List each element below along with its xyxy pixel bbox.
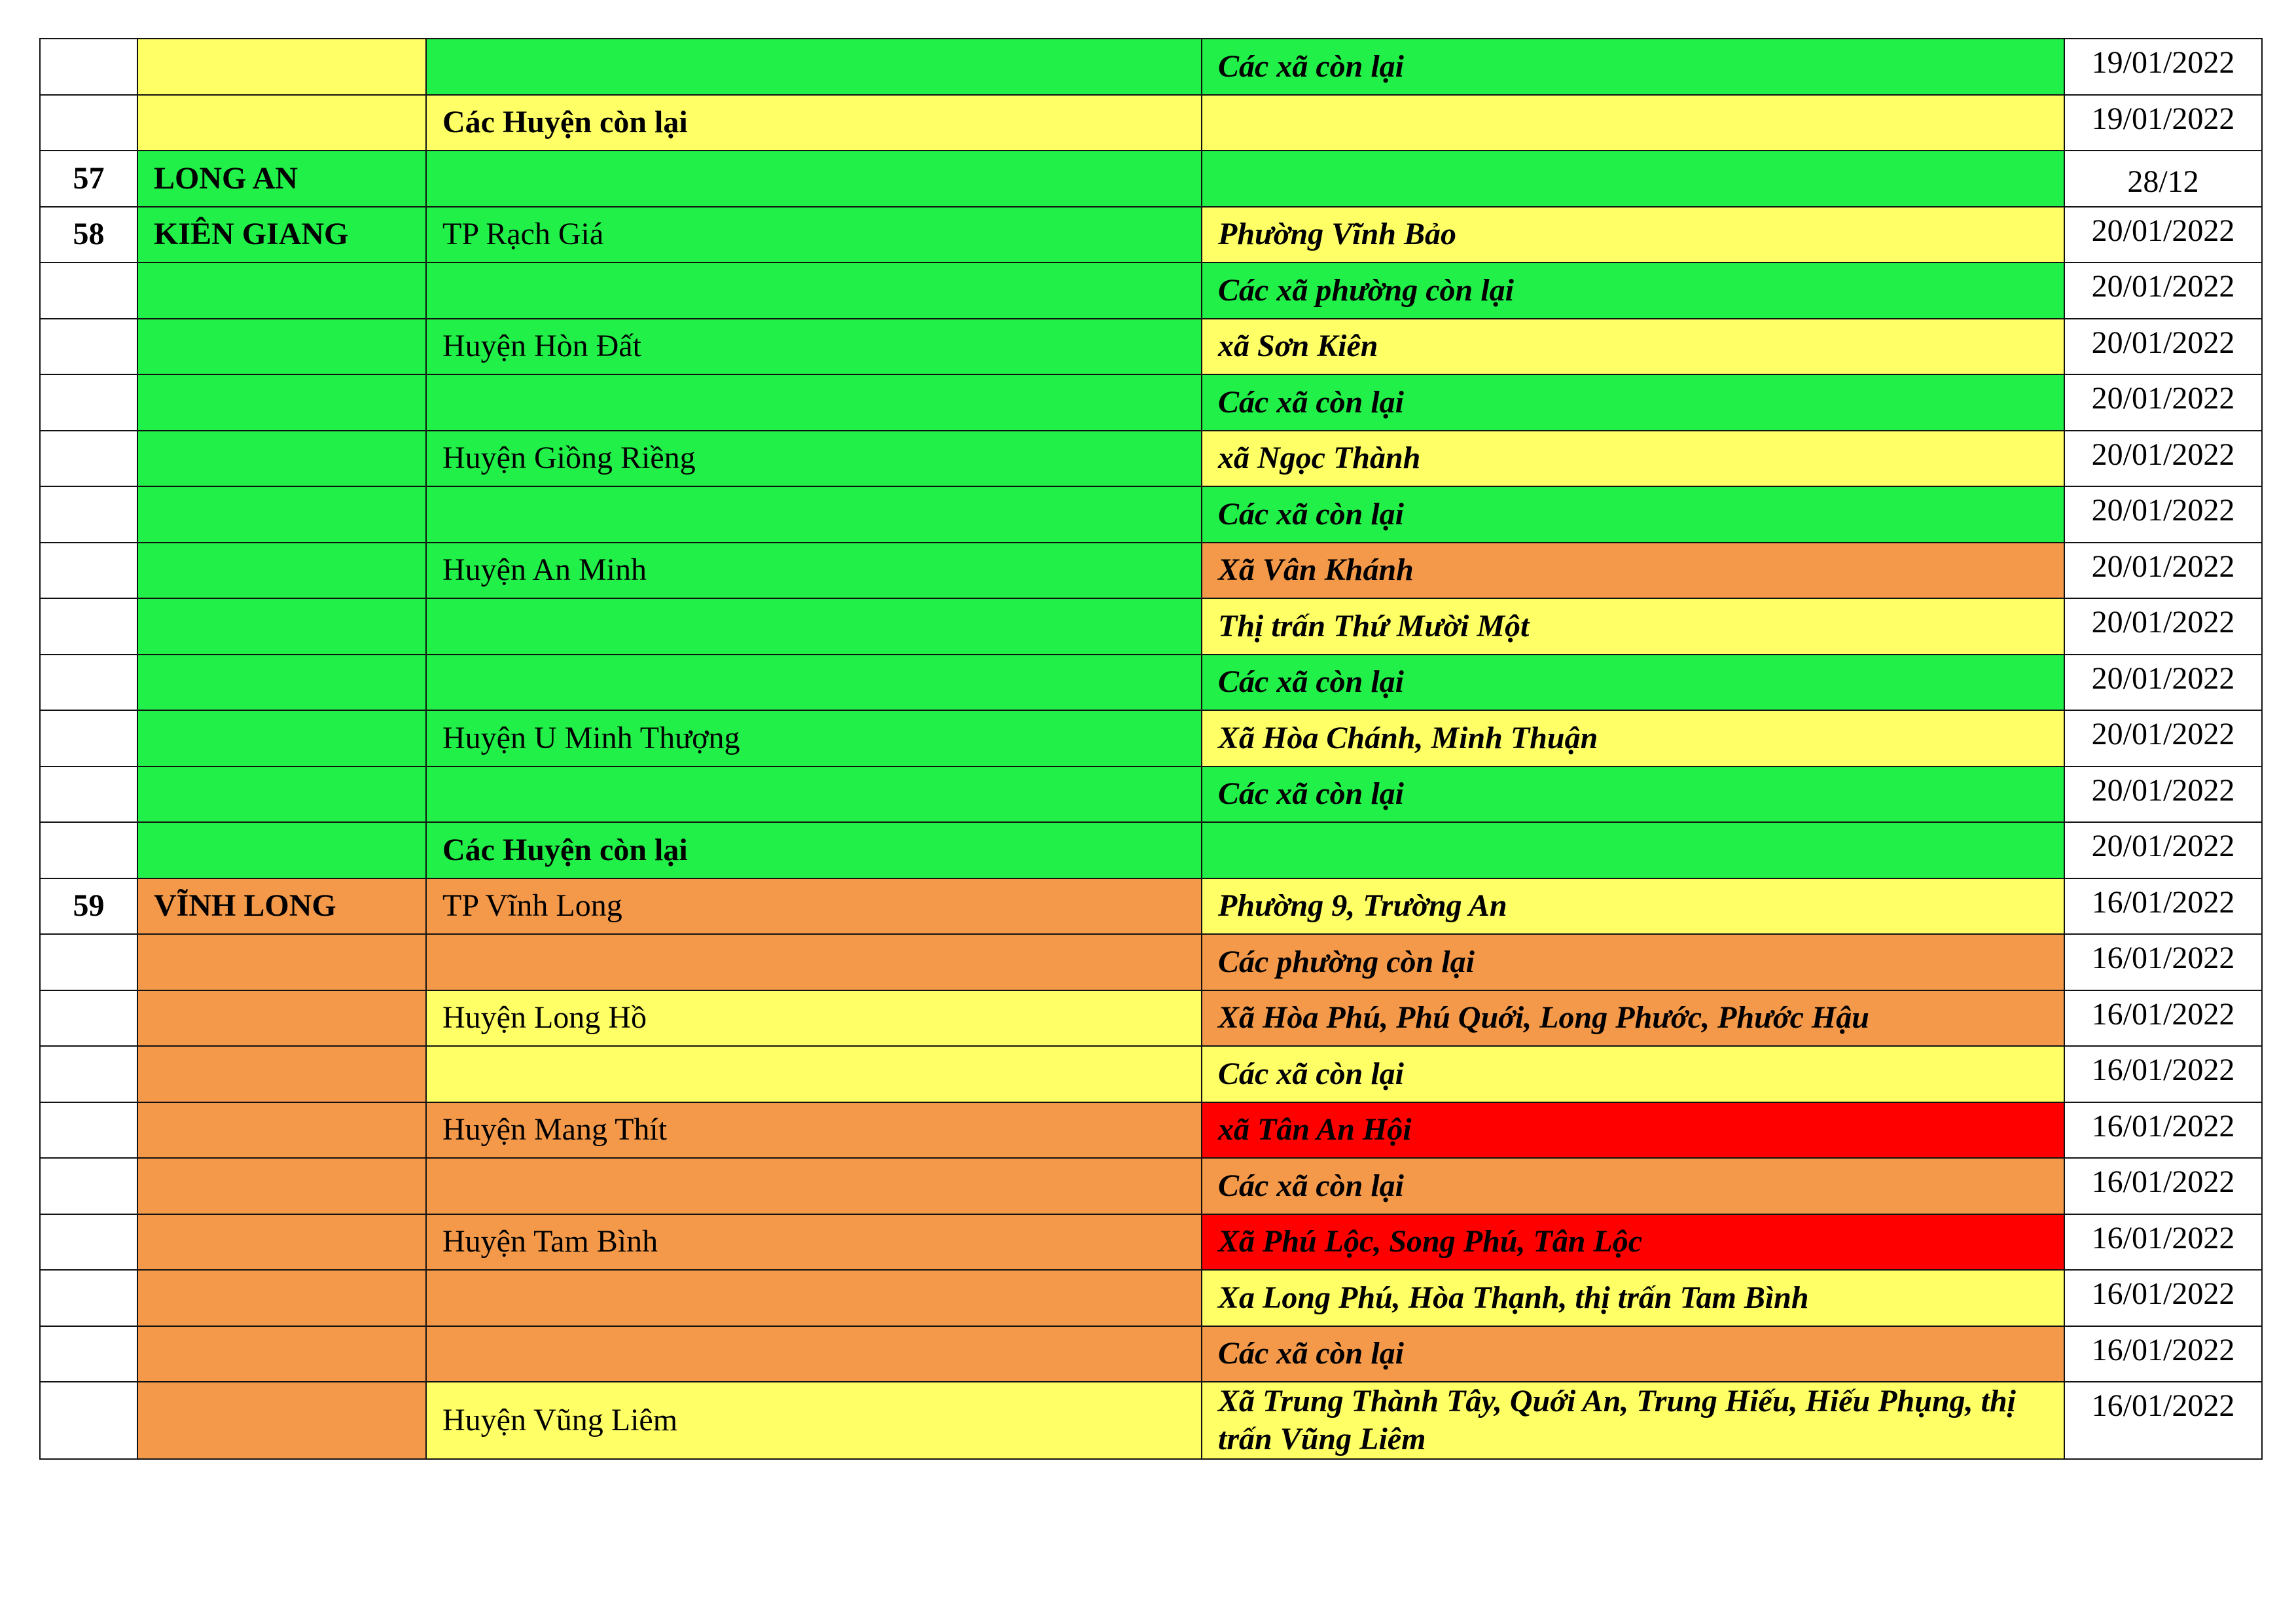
province-cell — [137, 486, 426, 543]
table-row — [40, 1158, 2262, 1214]
province-cell: KIÊN GIANG — [137, 207, 426, 263]
district-cell — [426, 374, 1202, 431]
ward-cell: Xã Vân Khánh — [1202, 543, 2064, 599]
province-cell — [137, 319, 426, 375]
ward-cell: Phường 9, Trường An — [1202, 878, 2064, 935]
province-cell — [137, 431, 426, 487]
row-number-cell — [40, 1102, 137, 1159]
date-cell: 20/01/2022 — [2064, 431, 2262, 487]
table-row — [40, 598, 2262, 655]
row-number-cell — [40, 1270, 137, 1326]
ward-cell: Các xã còn lại — [1202, 655, 2064, 711]
row-number-cell: 58 — [40, 207, 137, 263]
row-number-cell — [40, 1382, 137, 1459]
date-cell: 16/01/2022 — [2064, 990, 2262, 1047]
ward-cell: xã Tân An Hội — [1202, 1102, 2064, 1159]
district-cell: Huyện U Minh Thượng — [426, 710, 1202, 767]
table-row — [40, 374, 2262, 431]
district-cell: Huyện Tam Bình — [426, 1214, 1202, 1271]
date-cell: 28/12 — [2064, 151, 2262, 207]
district-cell — [426, 598, 1202, 655]
row-number-cell — [40, 39, 137, 95]
district-cell: Huyện An Minh — [426, 543, 1202, 599]
row-number-cell — [40, 934, 137, 990]
table-row — [40, 486, 2262, 543]
date-cell: 20/01/2022 — [2064, 207, 2262, 263]
table-row — [40, 262, 2262, 319]
table-row — [40, 151, 2262, 207]
district-cell — [426, 1326, 1202, 1382]
ward-cell: Các xã còn lại — [1202, 1158, 2064, 1214]
date-cell: 20/01/2022 — [2064, 543, 2262, 599]
ward-cell: Các xã còn lại — [1202, 1046, 2064, 1102]
date-cell: 20/01/2022 — [2064, 822, 2262, 878]
province-cell — [137, 1046, 426, 1102]
district-cell — [426, 39, 1202, 95]
date-cell: 16/01/2022 — [2064, 1382, 2262, 1459]
row-number-cell — [40, 486, 137, 543]
province-cell — [137, 934, 426, 990]
date-cell: 20/01/2022 — [2064, 374, 2262, 431]
table-row — [40, 1046, 2262, 1102]
ward-cell — [1202, 151, 2064, 207]
province-cell — [137, 543, 426, 599]
ward-cell: Thị trấn Thứ Mười Một — [1202, 598, 2064, 655]
province-cell — [137, 1102, 426, 1159]
row-number-cell: 59 — [40, 878, 137, 935]
row-number-cell — [40, 822, 137, 878]
ward-cell: Các phường còn lại — [1202, 934, 2064, 990]
table-row — [40, 431, 2262, 487]
province-cell: VĨNH LONG — [137, 878, 426, 935]
table-row — [40, 95, 2262, 151]
district-cell: TP Vĩnh Long — [426, 878, 1202, 935]
province-cell — [137, 598, 426, 655]
date-cell: 20/01/2022 — [2064, 319, 2262, 375]
ward-cell: Phường Vĩnh Bảo — [1202, 207, 2064, 263]
row-number-cell — [40, 655, 137, 711]
date-cell: 19/01/2022 — [2064, 95, 2262, 151]
row-number-cell — [40, 710, 137, 767]
row-number-cell — [40, 767, 137, 823]
province-cell — [137, 655, 426, 711]
district-cell — [426, 1046, 1202, 1102]
date-cell: 16/01/2022 — [2064, 1102, 2262, 1159]
ward-cell: Các xã còn lại — [1202, 39, 2064, 95]
date-cell: 16/01/2022 — [2064, 934, 2262, 990]
row-number-cell: 57 — [40, 151, 137, 207]
date-cell: 20/01/2022 — [2064, 486, 2262, 543]
row-number-cell — [40, 1326, 137, 1382]
province-cell — [137, 262, 426, 319]
province-cell — [137, 1214, 426, 1271]
date-cell: 19/01/2022 — [2064, 39, 2262, 95]
table-row — [40, 39, 2262, 95]
row-number-cell — [40, 1158, 137, 1214]
date-cell: 16/01/2022 — [2064, 1326, 2262, 1382]
province-cell — [137, 39, 426, 95]
row-number-cell — [40, 543, 137, 599]
province-cell — [137, 710, 426, 767]
province-cell — [137, 95, 426, 151]
ward-cell: Xã Hòa Phú, Phú Quới, Long Phước, Phước Hậu — [1202, 990, 2064, 1047]
table-row — [40, 543, 2262, 599]
row-number-cell — [40, 374, 137, 431]
table-row — [40, 1382, 2262, 1459]
ward-cell: Xa Long Phú, Hòa Thạnh, thị trấn Tam Bình — [1202, 1270, 2064, 1326]
row-number-cell — [40, 319, 137, 375]
ward-cell: Xã Hòa Chánh, Minh Thuận — [1202, 710, 2064, 767]
date-cell: 16/01/2022 — [2064, 878, 2262, 935]
district-cell: Huyện Mang Thít — [426, 1102, 1202, 1159]
row-number-cell — [40, 598, 137, 655]
row-number-cell — [40, 1046, 137, 1102]
district-cell: TP Rạch Giá — [426, 207, 1202, 263]
row-number-cell — [40, 95, 137, 151]
district-cell: Huyện Hòn Đất — [426, 319, 1202, 375]
table-row — [40, 655, 2262, 711]
district-cell — [426, 655, 1202, 711]
date-cell: 20/01/2022 — [2064, 262, 2262, 319]
district-cell — [426, 934, 1202, 990]
province-cell — [137, 1326, 426, 1382]
ward-cell: Các xã còn lại — [1202, 1326, 2064, 1382]
row-number-cell — [40, 262, 137, 319]
province-cell — [137, 1270, 426, 1326]
district-cell — [426, 486, 1202, 543]
date-cell: 16/01/2022 — [2064, 1214, 2262, 1271]
table-row — [40, 1102, 2262, 1159]
row-number-cell — [40, 1214, 137, 1271]
district-cell: Các Huyện còn lại — [426, 95, 1202, 151]
province-cell — [137, 822, 426, 878]
district-cell: Các Huyện còn lại — [426, 822, 1202, 878]
ward-cell: Xã Trung Thành Tây, Quới An, Trung Hiếu, Hiếu Phụng, thị trấn Vũng Liêm — [1202, 1382, 2064, 1459]
table-row — [40, 207, 2262, 263]
table-row — [40, 319, 2262, 375]
table-row — [40, 990, 2262, 1047]
row-number-cell — [40, 990, 137, 1047]
province-cell — [137, 374, 426, 431]
province-cell — [137, 1382, 426, 1459]
table-row — [40, 1214, 2262, 1271]
date-cell: 20/01/2022 — [2064, 710, 2262, 767]
date-cell: 16/01/2022 — [2064, 1046, 2262, 1102]
ward-cell: Các xã còn lại — [1202, 486, 2064, 543]
district-cell: Huyện Long Hồ — [426, 990, 1202, 1047]
ward-cell: Xã Phú Lộc, Song Phú, Tân Lộc — [1202, 1214, 2064, 1271]
table-row — [40, 1326, 2262, 1382]
table-row — [40, 710, 2262, 767]
ward-cell — [1202, 822, 2064, 878]
table-row — [40, 1270, 2262, 1326]
covid-level-table — [39, 38, 2263, 1460]
table-row — [40, 822, 2262, 878]
district-cell: Huyện Giồng Riềng — [426, 431, 1202, 487]
row-number-cell — [40, 431, 137, 487]
table-row — [40, 878, 2262, 935]
province-cell: LONG AN — [137, 151, 426, 207]
province-cell — [137, 990, 426, 1047]
table-row — [40, 934, 2262, 990]
ward-cell — [1202, 95, 2064, 151]
district-cell: Huyện Vũng Liêm — [426, 1382, 1202, 1459]
province-cell — [137, 767, 426, 823]
ward-cell: Các xã còn lại — [1202, 767, 2064, 823]
district-cell — [426, 262, 1202, 319]
date-cell: 20/01/2022 — [2064, 767, 2262, 823]
district-cell — [426, 1158, 1202, 1214]
ward-cell: xã Ngọc Thành — [1202, 431, 2064, 487]
province-cell — [137, 1158, 426, 1214]
date-cell: 20/01/2022 — [2064, 655, 2262, 711]
date-cell: 20/01/2022 — [2064, 598, 2262, 655]
district-cell — [426, 151, 1202, 207]
ward-cell: xã Sơn Kiên — [1202, 319, 2064, 375]
table-row — [40, 767, 2262, 823]
district-cell — [426, 1270, 1202, 1326]
ward-cell: Các xã phường còn lại — [1202, 262, 2064, 319]
ward-cell: Các xã còn lại — [1202, 374, 2064, 431]
date-cell: 16/01/2022 — [2064, 1158, 2262, 1214]
district-cell — [426, 767, 1202, 823]
date-cell: 16/01/2022 — [2064, 1270, 2262, 1326]
